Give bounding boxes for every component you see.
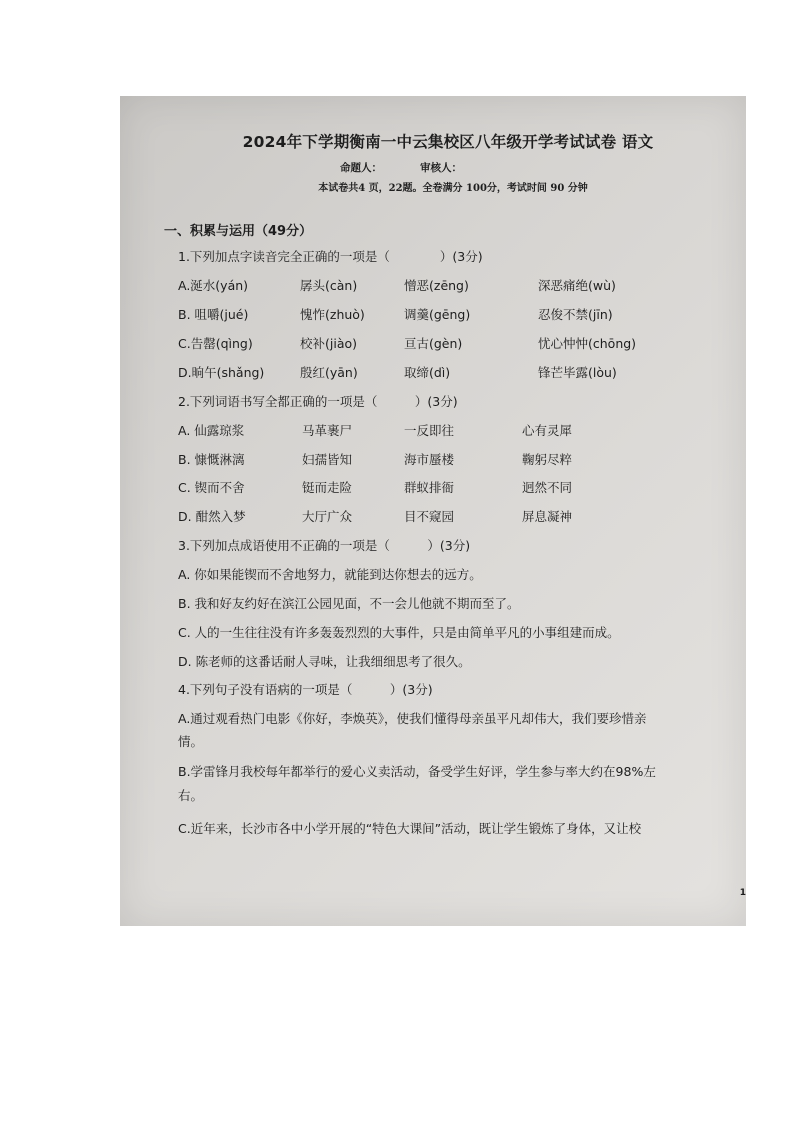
q2-c-3: 群蚁排衙 (404, 480, 455, 495)
q1-d-4: 锋芒毕露(lòu) (538, 365, 617, 380)
q2-c-1: C. 锲而不舍 (178, 480, 245, 495)
q1-a-1: A.涎水(yán) (178, 278, 249, 293)
q1-b-3: 调羹(gēng) (404, 307, 471, 322)
q2-b-1: B. 慷慨淋漓 (178, 452, 245, 467)
q2-b-2: 妇孺皆知 (302, 452, 353, 467)
q3-option-d: D. 陈老师的这番话耐人寻味，让我细细思考了很久。 (178, 654, 471, 669)
q2-d-3: 目不窥园 (404, 509, 455, 524)
q4-option-c-line1: C.近年来，长沙市各中小学开展的“特色大课间”活动，既让学生锻炼了身体，又让校 (178, 821, 642, 836)
q4-option-a-line1: A.通过观看热门电影《你好，李焕英》，使我们懂得母亲虽平凡却伟大，我们要珍惜亲 (178, 711, 647, 726)
question-4-stem: 4.下列句子没有语病的一项是（ ）(3分) (178, 682, 433, 697)
q4-option-b-line1: B.学雷锋月我校每年都举行的爱心义卖活动，备受学生好评，学生参与率大约在98%左 (178, 764, 656, 779)
q1-a-4: 深恶痛绝(wù) (538, 278, 616, 293)
q3-option-c: C. 人的一生往往没有许多轰轰烈烈的大事件，只是由简单平凡的小事组建而成。 (178, 625, 620, 640)
question-3-stem: 3.下列加点成语使用不正确的一项是（ ）(3分) (178, 538, 471, 553)
q1-c-4: 忧心忡忡(chōng) (538, 336, 637, 351)
q2-b-4: 鞠躬尽粹 (522, 452, 573, 467)
author-line (340, 160, 462, 175)
q2-d-2: 大厅广众 (302, 509, 353, 524)
exam-paper (120, 96, 746, 926)
q1-d-1: D.晌午(shǎng) (178, 365, 265, 380)
scanned-page-photo (120, 96, 746, 926)
question-2-stem: 2.下列词语书写全都正确的一项是（ ）(3分) (178, 394, 458, 409)
q1-a-3: 憎恶(zēng) (404, 278, 469, 293)
page-number: 1 (739, 888, 746, 898)
exam-info: 本试卷共4 页，22题。全卷满分 100分，考试时间 90 分钟 (318, 183, 588, 194)
reviewer-label: 审核人： (420, 162, 462, 174)
q1-b-2: 愧怍(zhuò) (300, 307, 365, 322)
q2-a-1: A. 仙露琼浆 (178, 423, 245, 438)
q1-c-3: 亘古(gèn) (404, 336, 463, 351)
exam-title: 2024年下学期衡南一中云集校区八年级开学考试试卷 语文 (242, 133, 654, 151)
q4-option-b-line2: 右。 (178, 788, 204, 803)
q1-c-1: C.告罄(qìng) (178, 336, 253, 351)
q4-option-a-line2: 情。 (178, 734, 204, 749)
q2-c-4: 迥然不同 (522, 480, 573, 495)
question-1-stem: 1.下列加点字读音完全正确的一项是（ ）(3分) (178, 249, 483, 264)
q1-a-2: 孱头(càn) (300, 278, 358, 293)
q1-b-4: 忍俊不禁(jīn) (538, 307, 613, 322)
q1-c-2: 校补(jiào) (300, 336, 358, 351)
q3-option-a: A. 你如果能锲而不舍地努力，就能到达你想去的远方。 (178, 567, 482, 582)
author-label: 命题人： (340, 162, 382, 174)
q2-d-1: D. 酣然入梦 (178, 509, 246, 524)
q2-a-3: 一反即往 (404, 423, 455, 438)
q2-a-4: 心有灵犀 (522, 423, 573, 438)
q2-b-3: 海市蜃楼 (404, 452, 455, 467)
q2-d-4: 屏息凝神 (522, 509, 573, 524)
q3-option-b: B. 我和好友约好在滨江公园见面，不一会儿他就不期而至了。 (178, 596, 520, 611)
q2-c-2: 铤而走险 (302, 480, 353, 495)
q1-b-1: B. 咀嚼(jué) (178, 307, 249, 322)
q2-a-2: 马革裹尸 (302, 423, 353, 438)
q1-d-3: 取缔(dì) (404, 365, 451, 380)
section-heading: 一、积累与运用（49分） (164, 224, 313, 239)
q1-d-2: 殷红(yān) (300, 365, 358, 380)
